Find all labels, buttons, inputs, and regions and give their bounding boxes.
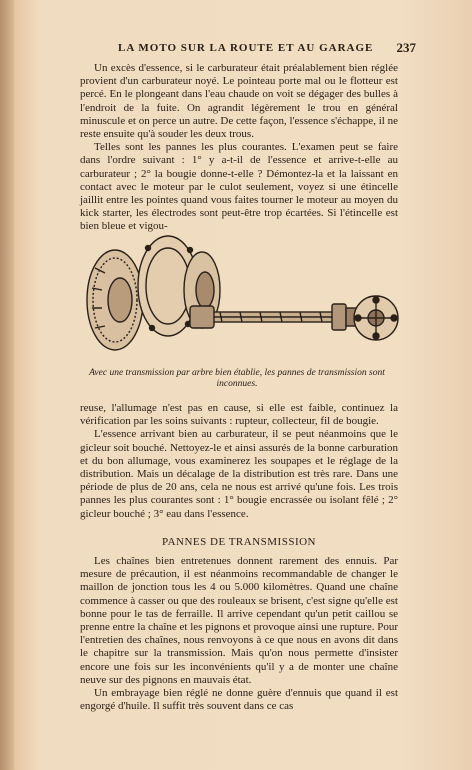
- section-title: PANNES DE TRANSMISSION: [161, 536, 317, 548]
- text-block-top: [80, 62, 398, 234]
- page-spine-shadow: [0, 0, 14, 770]
- paragraph: Telles sont les pannes les plus courantes. L'examen peut se faire dans l'ordre suivant : 1° y a-t-il de l'essence et arrive-t-elle au carburateur ; 2° la bougie donne-t-elle ? Démontez-la et la laissant en contact avec le moteur par le culot seulement, voyez si une étincelle jaillit entre les pointes quand vous faites tourner le moteur au moyen du kick starter, les électrodes sont peut-être trop écartées. Si l'étincelle est bien bleue et vigou-: [80, 141, 398, 233]
- paragraph: Les chaînes bien entretenues donnent rarement des ennuis. Par mesure de précaution, il est néanmoins recommandable de changer le maillon de jonction tous les 4 ou 5.000 kilomètres. Quand une chaîne commence à casser ou que des rouleaux se brisent, c'est signe qu'elle est bonne pour le tas de ferraille. Il arrive cependant qu'un petit caillou se prenne entre la chaîne et les pignons et provoque ainsi une rupture. Pour l'entretien des chaînes, nous renvoyons à ce que nous en avons dit dans le chapitre sur la transmission. Mais qu'on nous permette d'insister encore une fois sur les inconvénients qu'il y a de monter une chaîne neuve sur des pignons en mauvais état.: [80, 555, 398, 686]
- text-block-bottom: [80, 555, 398, 713]
- paragraph: reuse, l'allumage n'est pas en cause, si elle est faible, continuez la vérification par les soins suivants : rupteur, collecteur, fil de bougie.: [80, 402, 398, 428]
- paragraph: Un excès d'essence, si le carburateur était préalablement bien réglée provient d'un carburateur noyé. Le pointeau porte mal ou le flotteur est percé. En le plongeant dans l'eau chaude on voit se dégager des bulles à l'endroit de la fuite. On agrandit légèrement le trou en général minuscule et on perce un autre. De cette façon, l'essence s'échappe, il ne reste ensuite qu'à souder les deux trous.: [80, 62, 398, 141]
- text-block-middle: [80, 402, 398, 521]
- figure-caption: Avec une transmission par arbre bien établie, les pannes de transmission sont inconnues.: [89, 368, 385, 389]
- paragraph: L'essence arrivant bien au carburateur, il se peut néanmoins que le gicleur soit bouché. Nettoyez-le et ainsi assurés de la bonne carburation et du bon allumage, vous examinerez les soupapes et le réglage de la distribution. Mais un décalage de la distribution est très rare. Dans une période de plus de 20 ans, cela ne nous est arrivé qu'une fois. Les trois pannes les plus courantes sont : 1° bougie encrassée ou isolant fêlé ; 2° gicleur bouché ; 3° eau dans l'essence.: [80, 428, 398, 520]
- running-head: LA MOTO SUR LA ROUTE ET AU GARAGE: [118, 42, 374, 54]
- shaft-transmission-illustration: [70, 228, 402, 368]
- paragraph: Un embrayage bien réglé ne donne guère d'ennuis que quand il est engorgé d'huile. Il suffit très souvent dans ce cas: [80, 687, 398, 713]
- page-number: 237: [396, 40, 416, 55]
- page-header: [72, 42, 416, 58]
